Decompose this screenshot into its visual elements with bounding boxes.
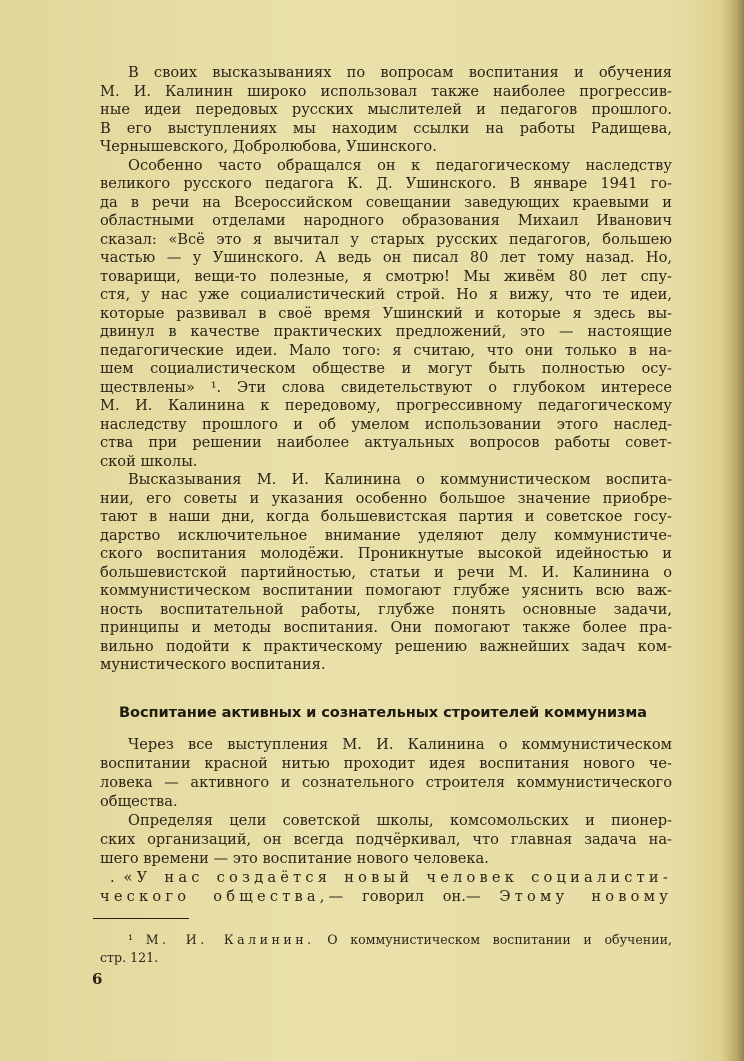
text-line: дарство исключительное внимание уделяют делу коммунистиче- (100, 526, 672, 544)
text-line (128, 931, 672, 949)
text-line: ные идеи передовых русских мыслителей и педагогов прошлого. (100, 101, 672, 118)
text-line: шего времени — это воспитание нового человека. (100, 850, 489, 867)
text-segment: стр. 121. (100, 950, 159, 965)
text-line: воспитании красной нитью проходит идея воспитания нового че- (100, 755, 672, 772)
text-line: коммунистическом воспитании помогают глубже уяснить всю важ- (100, 582, 672, 599)
text-line: товарищи, вещи-то полезные, я смотрю! Мы живём 80 лет спу- (100, 267, 672, 285)
text-line: ность воспитательной работы, глубже понять основные задачи, (100, 600, 672, 618)
text-line: которые развивал в своё время Ушинский и которые я здесь вы- (100, 304, 672, 322)
spaced-text: «У нас создаётся новый человек социалисти- (123, 869, 672, 886)
text-segment: О коммунистическом воспитании и обучении, (314, 932, 672, 947)
spaced-text: М. И. Калинин. (145, 932, 315, 947)
text-line: Чернышевского, Добролюбова, Ушинского. (100, 138, 437, 155)
text-line: двинул в качестве практических предложений, это — настоящие (100, 323, 672, 340)
text-line: наследству прошлого и об умелом использовании этого наслед- (100, 415, 672, 433)
text-line: ства при решении наиболее актуальных вопросов работы совет- (100, 434, 672, 451)
footnote-divider (93, 918, 189, 919)
text-line: педагогические идеи. Мало того: я считаю, что они только в на- (100, 341, 672, 359)
text-line: да в речи на Всероссийском совещании заведующих краевыми и (100, 193, 672, 211)
spaced-text: ческого общества, (100, 888, 329, 905)
text-line: Определяя цели советской школы, комсомольских и пионер- (128, 812, 672, 829)
text-line: М. И. Калинин широко использовал также наиболее прогрессив- (100, 82, 672, 100)
text-line: ского воспитания молодёжи. Проникнутые высокой идейностью и (100, 545, 672, 562)
text-line: сказал: «Всё это я вычитал у старых русских педагогов, большею (100, 230, 672, 248)
text-segment: ¹ (128, 932, 146, 947)
text-line: мунистического воспитания. (100, 656, 326, 673)
text-line: большевистской партийностью, статьи и речи М. И. Калинина о (100, 563, 672, 581)
text-segment: — говорил он.— (328, 888, 500, 905)
section-heading: Воспитание активных и сознательных строителей коммунизма (119, 704, 647, 721)
text-line: М. И. Калинина к передовому, прогрессивному педагогическому (100, 397, 672, 414)
text-line: нии, его советы и указания особенно большое значение приобре- (100, 489, 672, 507)
text-line: В своих высказываниях по вопросам воспитания и обучения (128, 64, 672, 81)
text-line: ловека — активного и сознательного строителя коммунистического (100, 774, 672, 791)
text-line: общества. (100, 793, 178, 810)
text-line: ской школы. (100, 452, 198, 470)
text-line: В его выступлениях мы находим ссылки на работы Радищева, (100, 119, 672, 137)
text-line: областными отделами народного образования Михаил Иванович (100, 212, 672, 229)
text-line: принципы и методы воспитания. Они помогают также более пра- (100, 619, 672, 636)
page-number: 6 (92, 970, 103, 988)
text-line: шем социалистическом обществе и могут быть полностью осу- (100, 360, 672, 377)
text-line: Особенно часто обращался он к педагогическому наследству (128, 156, 672, 174)
spaced-text: Этому новому (499, 888, 673, 905)
text-line: Высказывания М. И. Калинина о коммунистическом воспита- (128, 471, 672, 488)
text-line: великого русского педагога К. Д. Ушинского. В январе 1941 го- (100, 175, 672, 192)
text-line: стя, у нас уже социалистический строй. Но я вижу, что те идеи, (100, 286, 672, 303)
text-line: Через все выступления М. И. Калинина о коммунистическом (128, 736, 672, 753)
text-line: тают в наши дни, когда большевистская партия и советское госу- (100, 508, 672, 525)
text-line (110, 868, 672, 887)
text-line (100, 887, 672, 906)
text-line: частью — у Ушинского. А ведь он писал 80 лет тому назад. Но, (100, 249, 672, 266)
text-line (100, 949, 672, 967)
text-line: ществлены» ¹. Эти слова свидетельствуют о глубоком интересе (100, 378, 672, 396)
text-line: вильно подойти к практическому решению важнейших задач ком- (100, 637, 672, 655)
text-line: ских организаций, он всегда подчёркивал, что главная задача на- (100, 831, 672, 848)
text-segment: . (110, 869, 124, 886)
